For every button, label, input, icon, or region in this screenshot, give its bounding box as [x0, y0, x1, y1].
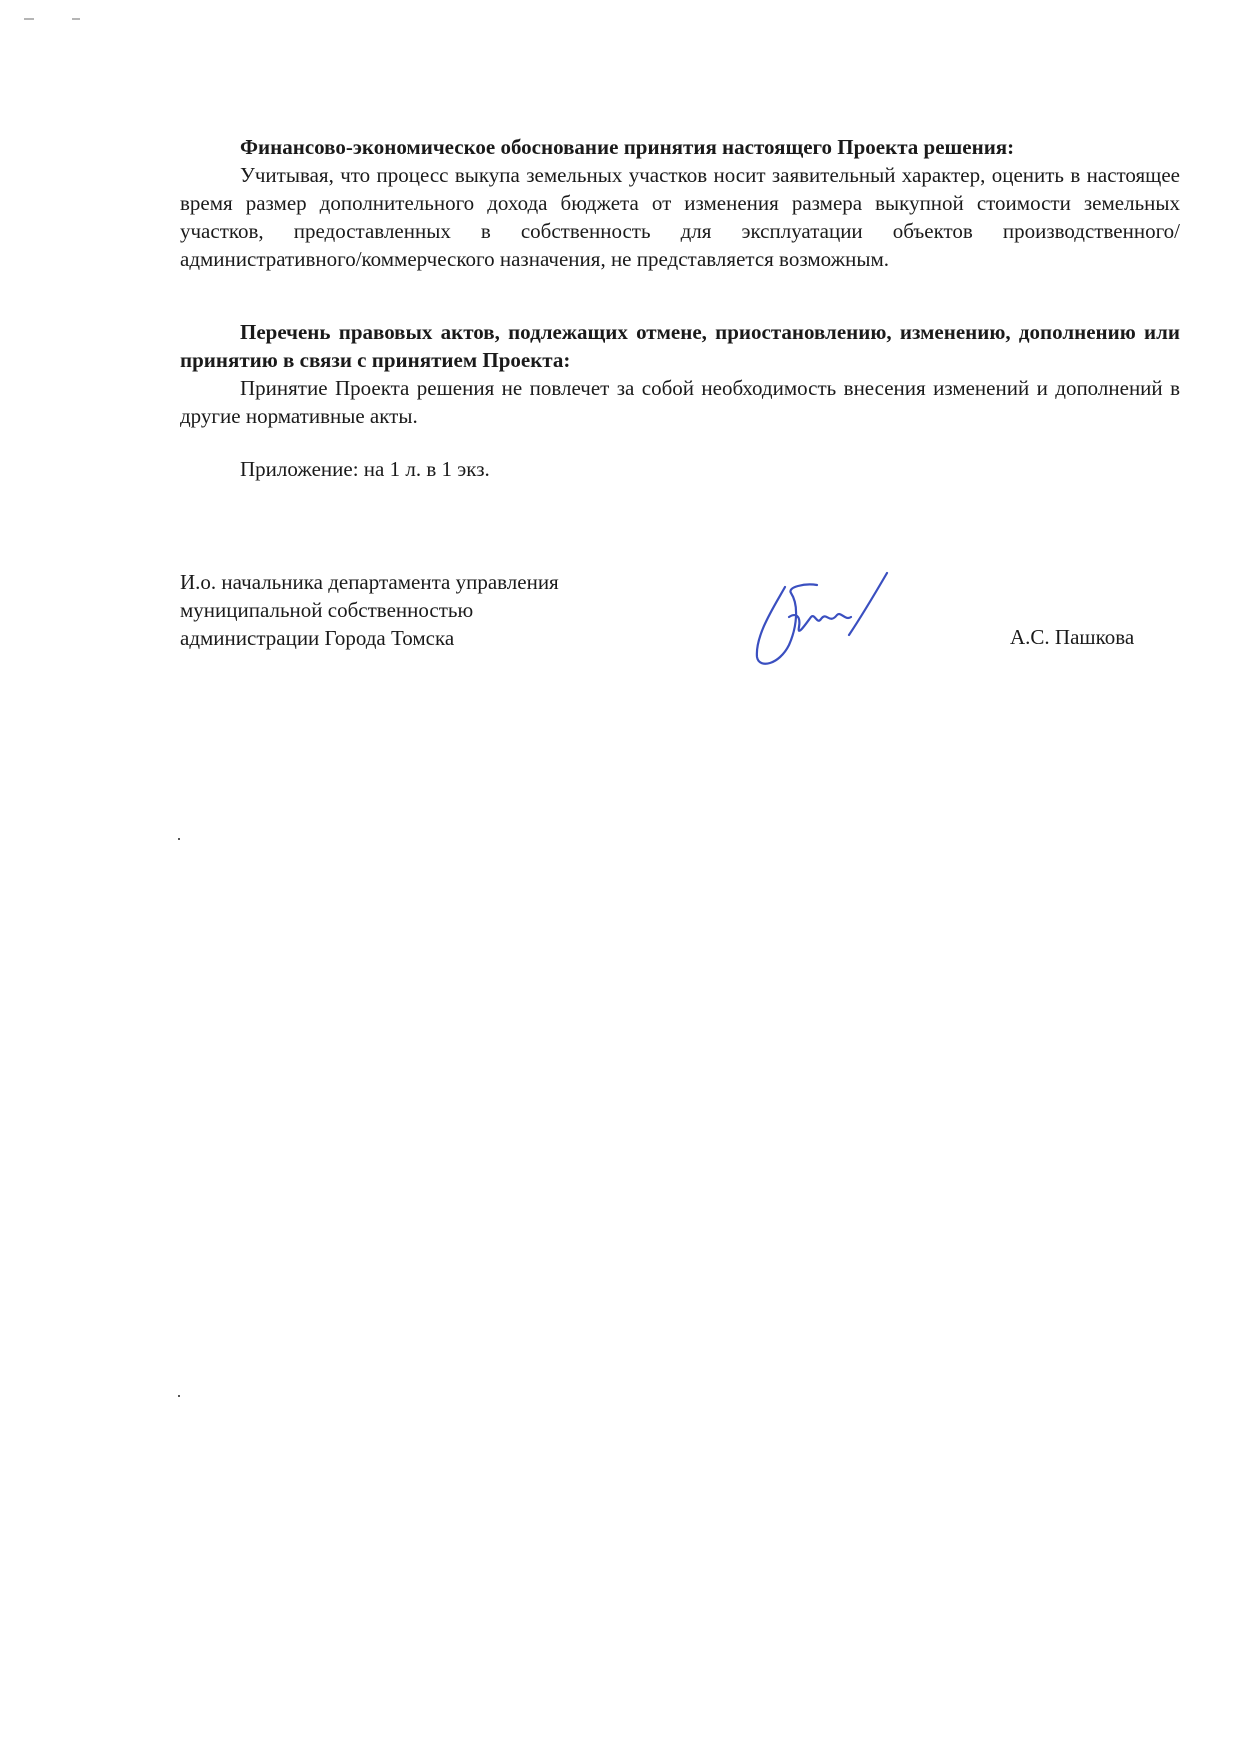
- signatory-title: [180, 568, 660, 652]
- legal-acts-section: [180, 318, 1180, 430]
- scan-artifact: [178, 1395, 180, 1397]
- signatory-title-line: администрации Города Томска: [180, 626, 455, 650]
- signatory-title-line: И.о. начальника департамента управления: [180, 570, 559, 594]
- legal-acts-heading: Перечень правовых актов, подлежащих отмене, приостановлению, изменению, дополнению или принятию в связи с принятием Проекта:: [180, 320, 1180, 372]
- financial-justification-section: [180, 133, 1180, 273]
- scan-artifact: [72, 18, 80, 20]
- scan-artifact: [178, 838, 180, 840]
- signatory-title-line: муниципальной собственностью: [180, 598, 474, 622]
- financial-justification-heading: Финансово-экономическое обоснование принятия настоящего Проекта решения:: [240, 135, 1015, 159]
- scan-artifact: [24, 18, 34, 20]
- signatory-name: А.С. Пашкова: [1010, 625, 1135, 649]
- legal-acts-text: Принятие Проекта решения не повлечет за собой необходимость внесения изменений и дополнений в другие нормативные акты.: [180, 376, 1180, 428]
- financial-justification-text: Учитывая, что процесс выкупа земельных участков носит заявительный характер, оценить в настоящее время размер дополнительного дохода бюджета от изменения размера выкупной стоимости земельных участков, предоставленных в собственность для эксплуатации объектов производственного/административного/коммерческого назначения, не представляется возможным.: [180, 163, 1180, 271]
- attachment-note: Приложение: на 1 л. в 1 экз.: [240, 457, 490, 481]
- handwritten-signature: [745, 565, 925, 675]
